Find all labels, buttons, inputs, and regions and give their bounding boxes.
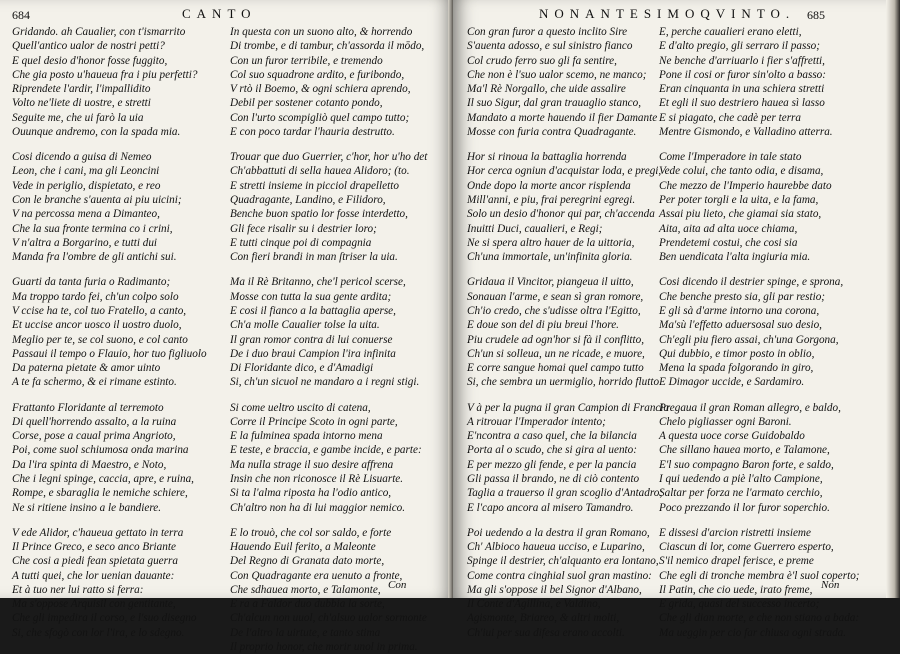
- stanza-gap: [12, 265, 207, 276]
- verse-line: E gli sà d'arme intorno una corona,: [659, 304, 820, 317]
- verse-line: Taglia a trauerso il gran scoglio d'Antadro;: [467, 487, 664, 500]
- verse-line: Col suo squadrone ardito, e furibondo,: [230, 68, 405, 81]
- verse-line: E Dimagor uccide, e Sardamiro.: [659, 376, 805, 389]
- stanza-gap: [659, 139, 860, 150]
- right-column-2: [659, 25, 860, 640]
- verse-line: Hor si rinoua la battaglia horrenda: [467, 151, 627, 164]
- verse-line: Con le branche s'auenta ai piu uicini;: [12, 194, 182, 207]
- verse-line: Che i legni spinge, caccia, apre, e ruina,: [12, 473, 194, 485]
- verse-line: Ch'altro non ha di lui maggior nemico.: [230, 501, 406, 514]
- verse-line: Et à tuo ner lui ratto si ferra:: [12, 583, 144, 596]
- verse-line: E con poco tardar l'hauria destrutto.: [230, 126, 395, 139]
- verse-line: Ch'una immortale, un'infinita gloria.: [467, 251, 633, 264]
- verse-line: E grida, quasi del successo incerto;: [659, 598, 820, 611]
- verse-line: V rtò il Boemo, & ogni schiera aprendo,: [230, 83, 411, 96]
- verse-line: Solo un desio d'honor qui par, ch'accenda: [467, 208, 655, 221]
- verse-line: Debil per sostener cotanto pondo,: [230, 97, 383, 110]
- verse-line: Il Conte d'Agillina, e Valdino,: [467, 598, 601, 611]
- verse-line: Vede in periglio, dispietato, e reo: [12, 179, 161, 192]
- verse-line: Si, che sfogò con lor l'ira, e lo sdegno.: [12, 626, 185, 639]
- verse-line: Ouunque andremo, con la spada mia.: [12, 126, 181, 139]
- verse-line: Insin che non riconosce il Rè Lisuarte.: [230, 473, 404, 485]
- stanza-gap: [467, 265, 669, 276]
- verse-line: Chelo pigliasser ogni Baroni.: [659, 415, 792, 428]
- stanza-gap: [12, 139, 207, 150]
- verse-line: Et uccise ancor uosco il uostro duolo,: [12, 319, 182, 332]
- verse-line: Mill'anni, e piu, frai peregrini egregi.: [467, 194, 636, 207]
- verse-line: Seguite me, che ui farò la uia: [12, 111, 144, 124]
- verse-line: Passaui il tempo o Flauio, hor tuo figliuolo: [12, 347, 207, 360]
- verse-line: E doue son del di piu breui l'hore.: [467, 319, 619, 332]
- verse-line: Ma s'oppose Arquisil con gentitante,: [12, 598, 176, 611]
- verse-line: E quel desio d'honor fosse fuggito,: [12, 54, 168, 67]
- verse-line: Ch'alcun non uuol, ch'alsuo ualor sormonte: [230, 612, 427, 625]
- verse-line: Di trombe, e di tambur, ch'assorda il mōdo,: [230, 40, 425, 53]
- verse-line: Che mezzo de l'Imperio haurebbe dato: [659, 179, 832, 192]
- verse-line: Col crudo ferro suo gli fa sentire,: [467, 54, 617, 67]
- verse-line: Ch' Albioco haueua ucciso, e Luparino,: [467, 540, 645, 553]
- verse-line: Ne benche d'arriuarlo i fier s'affretti,: [659, 54, 825, 67]
- right-column-1: [467, 25, 669, 640]
- left-catchword: Con: [388, 579, 407, 591]
- verse-line: Che gli dian morte, e che non stiano a bada:: [659, 612, 860, 625]
- verse-line: Da paterna pietate & amor uinto: [12, 362, 161, 375]
- verse-line: Che gia posto u'haueua fra i piu perfetti?: [12, 68, 198, 81]
- verse-line: Et egli il suo destriero hauea sì lasso: [659, 97, 825, 110]
- verse-line: Manda fra l'ombre de gli antichi sui.: [12, 251, 177, 264]
- verse-line: Onde dopo la morte ancor risplenda: [467, 179, 631, 192]
- verse-line: Il Prince Greco, e seco anco Briante: [12, 540, 176, 553]
- verse-line: Per poter torgli e la uita, e la fama,: [659, 194, 819, 207]
- verse-line: Corse, pose a caual prima Angrioto,: [12, 430, 176, 443]
- verse-line: Che cosi a piedi fean spietata guerra: [12, 555, 178, 568]
- verse-line: Di Floridante dico, e d'Amadigi: [230, 362, 374, 375]
- verse-line: Saltar per forza ne l'armato cerchio,: [659, 487, 823, 500]
- verse-line: Corre il Principe Scoto in ogni parte,: [230, 415, 398, 428]
- verse-line: Ne si ritiene insino a le bandiere.: [12, 501, 162, 514]
- verse-line: Ch'io credo, che s'udisse oltra l'Egitto,: [467, 304, 641, 317]
- verse-line: S'auenta adosso, e sul sinistro fianco: [467, 40, 633, 53]
- verse-line: V ccise ha te, col tuo Fratello, a canto,: [12, 304, 187, 317]
- verse-line: V n'altra a Borgarino, e tutti dui: [12, 236, 158, 249]
- verse-line: Rompe, e sbaraglia le nemiche schiere,: [12, 487, 188, 500]
- verse-line: A tutti quei, che lor uenian dauante:: [12, 569, 175, 582]
- verse-line: Poi uedendo a la destra il gran Romano,: [467, 526, 650, 539]
- verse-line: E stretti insieme in picciol drapelletto: [230, 179, 399, 192]
- verse-line: E per mezzo gli fende, e per la pancia: [467, 458, 637, 471]
- verse-line: Che egli di tronche membra è'l suol coperto;: [659, 569, 860, 582]
- verse-line: E teste, e braccia, e gambe incide, e parte:: [230, 444, 422, 457]
- verse-line: A te fa schermo, & ei rimane estinto.: [12, 376, 177, 389]
- verse-line: I qui uedendo a piè l'alto Campione,: [659, 473, 823, 485]
- verse-line: E d'alto pregio, gli serraro il passo;: [659, 40, 820, 53]
- verse-line: Riprendete l'ardir, l'impallidito: [12, 83, 151, 96]
- verse-line: V na percossa mena a Dimanteo,: [12, 208, 160, 221]
- verse-line: Gridaua il Vincitor, piangeua il uitto,: [467, 276, 634, 289]
- verse-line: De l'altro la uirtute, e tanto stima: [230, 626, 381, 639]
- verse-line: Assai piu lieto, che giamai sia stato,: [659, 208, 822, 221]
- verse-line: Poi, come suol schiumosa onda marina: [12, 444, 189, 457]
- verse-line: Mosse con furia contra Quadragante.: [467, 126, 637, 139]
- verse-line: Aita, aita ad alta uoce chiama,: [659, 222, 798, 235]
- verse-line: Che sdhauea morto, e Talamonte,: [230, 583, 381, 596]
- verse-line: Ch'iui per sua difesa erano accolti.: [467, 626, 625, 639]
- verse-line: Frattanto Floridante al terremoto: [12, 401, 164, 414]
- stanza-gap: [659, 515, 860, 526]
- verse-line: S'il nemico drapel ferisce, e preme: [659, 555, 814, 568]
- stanza-gap: [467, 390, 669, 401]
- verse-line: In questa con un suono alto, & horrendo: [230, 26, 413, 38]
- verse-line: Eran cinquanta in una schiera stretti: [659, 83, 825, 96]
- verse-line: E tutti cinque poi di compagnia: [230, 236, 372, 249]
- verse-line: Ma'sù l'effetto aduersosal suo desio,: [659, 319, 822, 332]
- verse-line: Con l'urto scompigliò quel campo tutto;: [230, 111, 410, 124]
- verse-line: Del Regno di Granata dato morte,: [230, 555, 385, 568]
- left-column-1: [12, 25, 207, 640]
- verse-line: Guarti da tanta furia o Radimanto;: [12, 276, 171, 289]
- verse-line: Come contra cinghial suol gran mastino:: [467, 569, 652, 582]
- verse-line: Meglio per te, se col suono, e col canto: [12, 333, 188, 346]
- verse-line: E, perche caualieri erano eletti,: [659, 26, 802, 38]
- stanza-gap: [467, 139, 669, 150]
- verse-line: Pone il cosi or furor sin'olto a basso:: [659, 68, 826, 81]
- verse-line: Quadragante, Landino, e Filidoro,: [230, 194, 386, 207]
- verse-line: Con Quadragante era uenuto a fronte,: [230, 569, 403, 582]
- verse-line: Mandato a morte hauendo il fier Damante: [467, 111, 658, 124]
- verse-line: Agismonte, Briareo, & altri molti,: [467, 612, 620, 625]
- verse-line: Da l'ira spinta di Maestro, e Noto,: [12, 458, 167, 471]
- verse-line: Trouar que duo Guerrier, c'hor, hor u'ho det: [230, 151, 428, 164]
- verse-line: Cosi dicendo il destrier spinge, e sprona,: [659, 276, 844, 289]
- verse-line: E'l suo compagno Baron forte, e saldo,: [659, 458, 834, 471]
- stanza-gap: [230, 390, 427, 401]
- right-folio: 685: [807, 8, 825, 22]
- right-running-head: NONANTESIMOQVINTO.: [539, 6, 796, 21]
- verse-line: Ma nulla strage il suo desire affrena: [230, 458, 394, 471]
- verse-line: A questa uoce corse Guidobaldo: [659, 430, 805, 443]
- verse-line: Il gran romor contra di lui conuerse: [230, 333, 393, 346]
- verse-line: Ma il Rè Britanno, che'l pericol scerse,: [230, 276, 406, 289]
- verse-line: Mena la spada folgorando in giro,: [659, 362, 814, 375]
- stanza-gap: [12, 515, 207, 526]
- verse-line: Si, ch'un sicuol ne mandaro a i regni stigi.: [230, 376, 420, 389]
- stanza-gap: [659, 390, 860, 401]
- verse-line: Ma'l Rè Norgallo, che uide assalire: [467, 83, 626, 96]
- verse-line: A ritrouar l'Imperador intento;: [467, 415, 606, 428]
- right-catchword: Non: [821, 579, 840, 591]
- verse-line: Che sillano hauea morto, e Talamone,: [659, 444, 830, 457]
- verse-line: Che la sua fronte termina co i crini,: [12, 222, 173, 235]
- verse-line: Ch'abbattuti di sella hauea Alidoro; (to.: [230, 165, 410, 178]
- verse-line: Con gran furor a questo inclito Sire: [467, 26, 628, 38]
- verse-line: Ch'un si solleua, un ne ricade, e muore,: [467, 347, 645, 360]
- stanza-gap: [12, 390, 207, 401]
- verse-line: Si, che sembra un uermiglio, horrido flutto: [467, 376, 660, 389]
- verse-line: Hor cerca ogniun d'acquistar loda, e pregi,: [467, 165, 662, 178]
- verse-line: Che non è l'suo ualor scemo, ne manco;: [467, 68, 647, 81]
- verse-line: Cosi dicendo a guisa di Nemeo: [12, 151, 152, 164]
- verse-line: E corre sangue homai quel campo tutto: [467, 362, 644, 375]
- verse-line: Hauendo Euil ferito, a Maleonte: [230, 540, 376, 553]
- verse-line: Spinge il destrier, ch'alquanto era lontano,: [467, 555, 659, 568]
- verse-line: E lo trouò, che col sor saldo, e forte: [230, 526, 392, 539]
- verse-line: Gli passa il brando, ne di ciò contento: [467, 473, 640, 485]
- verse-line: Leon, che i cani, ma gli Leoncini: [12, 165, 160, 178]
- verse-line: Con fieri brandi in man ſtriser la uia.: [230, 251, 398, 264]
- verse-line: Che benche presto sia, gli par restio;: [659, 290, 826, 303]
- stanza-gap: [467, 515, 669, 526]
- verse-line: Benche buon spatio lor fosse interdetto,: [230, 208, 408, 221]
- verse-line: Ciascun di lor, come Guerrero esperto,: [659, 540, 834, 553]
- stanza-gap: [230, 515, 427, 526]
- verse-line: E si piagato, che cadè per terra: [659, 111, 801, 124]
- verse-line: Ma troppo tardo fei, ch'un colpo solo: [12, 290, 179, 303]
- verse-line: E cosi il fianco a la battaglia aperse,: [230, 304, 396, 317]
- left-folio: 684: [12, 8, 30, 22]
- verse-line: Prendetemi costui, che cosi sia: [659, 236, 798, 249]
- verse-line: Di quell'horrendo assalto, a la ruina: [12, 415, 177, 428]
- verse-line: E l'capo ancora al misero Tamandro.: [467, 501, 634, 514]
- right-page: [453, 0, 900, 639]
- verse-line: Che gli impedira il corso, e l'suo disegno: [12, 612, 197, 625]
- verse-line: Il proprio honor, che morir unol in prima.: [230, 641, 418, 654]
- verse-line: De i duo braui Campion l'ira infinita: [230, 347, 396, 360]
- verse-line: V ede Alidor, c'haueua gettato in terra: [12, 526, 184, 539]
- verse-line: Con un furor terribile, e tremendo: [230, 54, 383, 67]
- verse-line: Il suo Sigur, dal gran trauaglio stanco,: [467, 97, 642, 110]
- verse-line: Ch'egli piu fiero assai, ch'una Gorgona,: [659, 333, 839, 346]
- verse-line: Ma ueggin per cio far chiusa ogni strada.: [659, 626, 847, 639]
- verse-line: Ch'a molle Caualier tolse la uita.: [230, 319, 380, 332]
- verse-line: Sonauan l'arme, e sean sì gran romore,: [467, 290, 644, 303]
- verse-line: Vede colui, che tanto odia, e disama,: [659, 165, 824, 178]
- stanza-gap: [230, 139, 427, 150]
- verse-line: Piu crudele ad ogn'hor si fà il conflitto,: [467, 333, 645, 346]
- verse-line: Mentre Gismondo, e Valladino atterra.: [659, 126, 833, 139]
- verse-line: Mosse con tutta la sua gente ardita;: [230, 290, 392, 303]
- verse-line: E ra a Faldor duo dubbia la sorte,: [230, 598, 385, 611]
- verse-line: Porta al o scudo, che si gira al uento:: [467, 444, 637, 457]
- verse-line: E'ncontra a caso quel, che la bilancia: [467, 430, 637, 443]
- verse-line: Si come ueltro uscito di catena,: [230, 401, 371, 414]
- verse-line: Ne si spera altro hauer de la uittoria,: [467, 236, 635, 249]
- verse-line: Poco prezzando il lor furor soperchio.: [659, 501, 830, 514]
- left-column-2: [230, 25, 427, 654]
- verse-line: Quell'antico ualor de nostri petti?: [12, 40, 165, 53]
- page-edge-shadow: [886, 0, 900, 598]
- stanza-gap: [230, 265, 427, 276]
- stanza-gap: [659, 265, 860, 276]
- verse-line: E dissesi d'arcion ristretti insieme: [659, 526, 811, 539]
- verse-line: Gridando. ah Caualier, con t'ismarrito: [12, 26, 186, 38]
- verse-line: Qui dubbio, e timor posto in oblio,: [659, 347, 815, 360]
- verse-line: Gli fece risalir su i destrier loro;: [230, 222, 377, 235]
- verse-line: Pregaua il gran Roman allegro, e baldo,: [659, 401, 841, 414]
- verse-line: Il Patin, che cio uede, irato freme,: [659, 583, 813, 596]
- verse-line: Ma gli s'oppose il bel Signor d'Albano,: [467, 583, 642, 596]
- verse-line: Ben uendicata l'alta ingiuria mia.: [659, 251, 811, 264]
- verse-line: E la fulminea spada intorno mena: [230, 430, 383, 443]
- verse-line: Come l'Imperadore in tale stato: [659, 151, 802, 164]
- verse-line: Volto ne'liete di uostre, e stretti: [12, 97, 151, 110]
- left-running-head: CANTO: [182, 6, 257, 21]
- verse-line: Si ta l'alma riposta ha l'odio antico,: [230, 487, 392, 500]
- verse-line: V à per la pugna il gran Campion di Francia: [467, 401, 670, 414]
- verse-line: Inuitti Duci, caualieri, e Regi;: [467, 222, 603, 235]
